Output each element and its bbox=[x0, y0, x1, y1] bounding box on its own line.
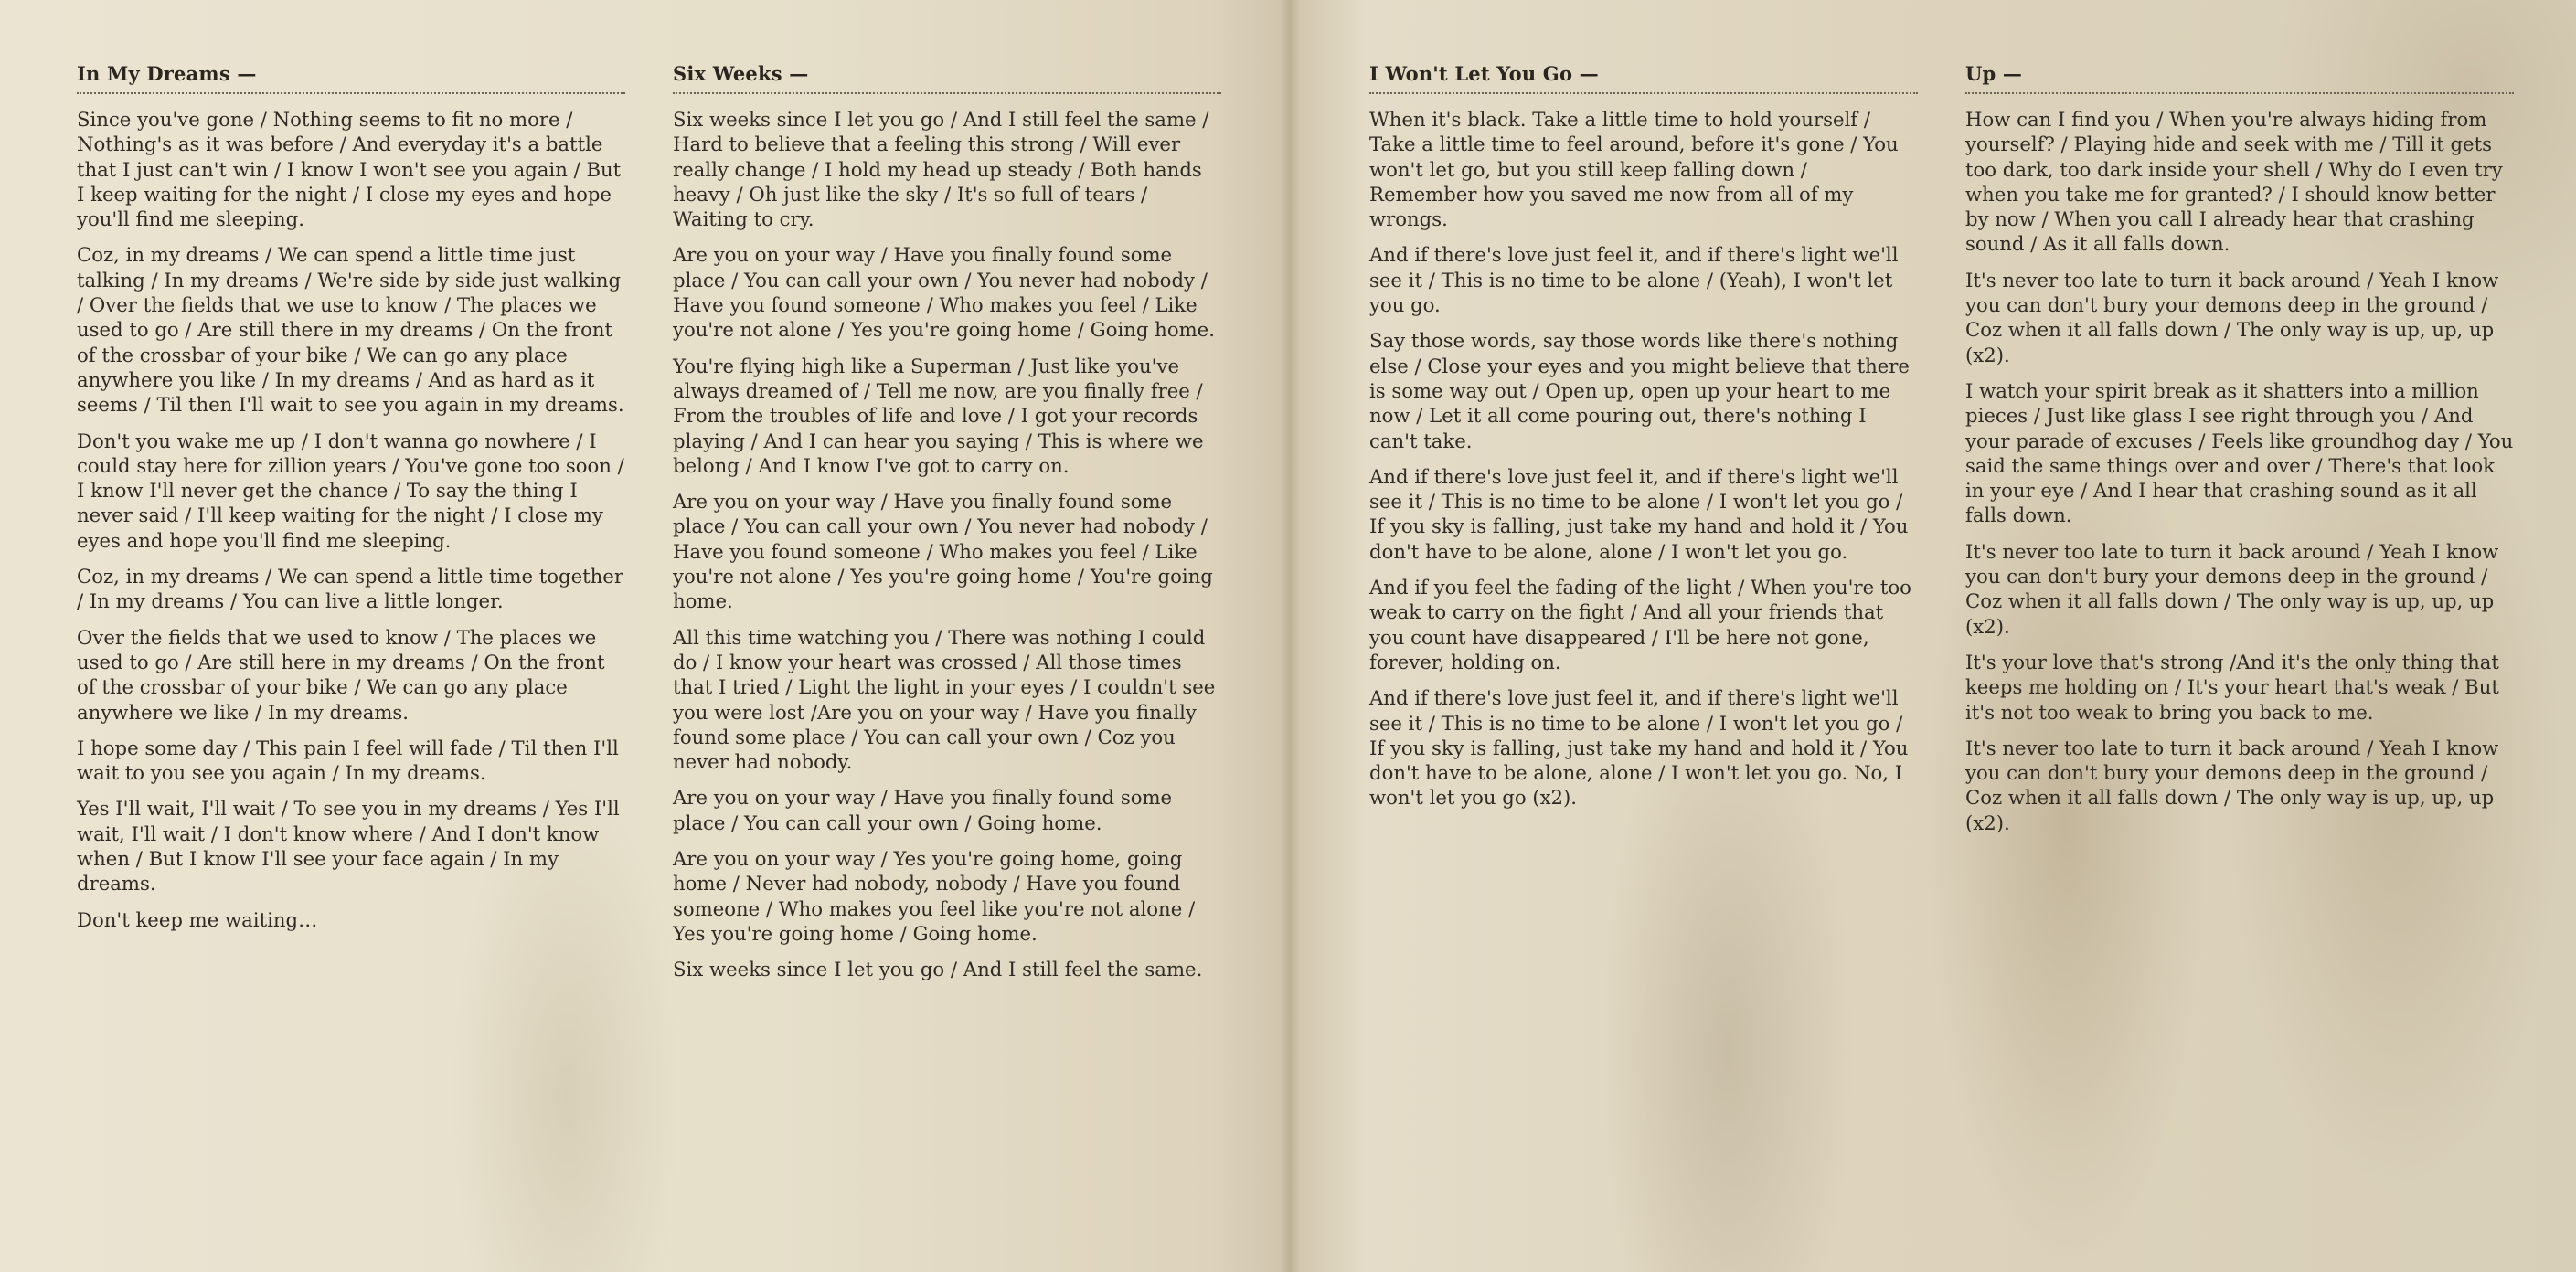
lyric-stanza: And if there's love just feel it, and if there's light we'll see it / This is no time to be alone / I won't let you go / If you sky is falling, just take my hand and hold it / You don't have to be alone, alone / I won't let you go. bbox=[1369, 464, 1909, 563]
lyric-stanza: Are you on your way / Have you finally found some place / You can call your own / You never had nobody / Have you found someone / Who makes you feel / Like you're not alone / Yes you're going home / You're going home. bbox=[673, 490, 1213, 613]
lyric-stanza: Over the fields that we used to know / The places we used to go / Are still here in my dreams / On the front of the crossbar of your bike / We can go any place anywhere we like / In my dreams. bbox=[77, 625, 605, 724]
song-title: I Won't Let You Go — bbox=[1369, 62, 1918, 94]
lyrics bbox=[1369, 107, 1918, 811]
lyric-stanza: Yes I'll wait, I'll wait / To see you in my dreams / Yes I'll wait, I'll wait / I don't know where / And I don't know when / But I know I'll see your face again / In my dreams. bbox=[77, 797, 620, 896]
lyric-stanza: It's your love that's strong /And it's the only thing that keeps me holding on / It's your heart that's weak / But it's not too weak to bring you back to me. bbox=[1965, 650, 2499, 724]
lyric-stanza: Coz, in my dreams / We can spend a little time just talking / In my dreams / We're side by side just walking / Over the fields that we use to know / The places we used to go / Are still there in my dreams / On the front of the crossbar of your bike / We can go any place anywhere you like / In my dreams / And as hard as it seems / Til then I'll wait to see you again in my dreams. bbox=[77, 243, 624, 417]
lyric-stanza: When it's black. Take a little time to hold yourself / Take a little time to feel around, before it's gone / You won't let go, but you still keep falling down / Remember how you saved me now from all of my wrongs. bbox=[1369, 108, 1899, 231]
lyric-stanza: Six weeks since I let you go / And I still feel the same / Hard to believe that a feeling this strong / Will ever really change / I hold my head up steady / Both hands heavy / Oh just like the sky / It's so full of tears / Waiting to cry. bbox=[673, 108, 1209, 231]
lyric-stanza: All this time watching you / There was nothing I could do / I know your heart was crossed / All those times that I tried / Light the light in your eyes / I couldn't see you were lost /Are you on your way / Have you finally found some place / You can call your own / Coz you never had nobody. bbox=[673, 625, 1216, 774]
song-column-in-my-dreams bbox=[77, 62, 625, 943]
lyric-stanza: Don't you wake me up / I don't wanna go nowhere / I could stay here for zillion years / You've gone too soon / I know I'll never get the chance / To say the thing I never said / I'll keep waiting for the night / I close my eyes and hope you'll find me sleeping. bbox=[77, 429, 624, 552]
lyrics bbox=[77, 107, 625, 932]
lyric-stanza: It's never too late to turn it back around / Yeah I know you can don't bury your demons deep in the ground / Coz when it all falls down / The only way is up, up, up (x2). bbox=[1965, 736, 2499, 834]
song-title: Up — bbox=[1965, 62, 2514, 94]
lyrics bbox=[673, 107, 1221, 982]
song-column-up bbox=[1965, 62, 2514, 846]
lyric-stanza: And if there's love just feel it, and if there's light we'll see it / This is no time to be alone / (Yeah), I won't let you go. bbox=[1369, 243, 1899, 317]
lyric-stanza: Since you've gone / Nothing seems to fit no more / Nothing's as it was before / And everyday it's a battle that I just can't win / I know I won't see you again / But I keep waiting for the night / I close my eyes and hope you'll find me sleeping. bbox=[77, 108, 622, 231]
lyric-stanza: And if you feel the fading of the light / When you're too weak to carry on the fight / And all your friends that you count have disappeared / I'll be here not gone, forever, holding on. bbox=[1369, 576, 1911, 673]
booklet-fold bbox=[1280, 0, 1300, 1272]
lyric-stanza: Say those words, say those words like there's nothing else / Close your eyes and you might believe that there is some way out / Open up, open up your heart to me now / Let it all come pouring out, there's nothing I can't take. bbox=[1369, 329, 1910, 452]
lyric-stanza: Coz, in my dreams / We can spend a little time together / In my dreams / You can live a little longer. bbox=[77, 565, 623, 613]
lyric-stanza: And if there's love just feel it, and if there's light we'll see it / This is no time to be alone / I won't let you go / If you sky is falling, just take my hand and hold it / You don't have to be alone, alone / I won't let you go. No, I won't let you go (x2). bbox=[1369, 686, 1909, 810]
lyric-stanza: Are you on your way / Have you finally found some place / You can call your own / Going home. bbox=[673, 786, 1173, 834]
lyric-stanza: I watch your spirit break as it shatters into a million pieces / Just like glass I see right through you / And your parade of excuses / Feels like groundhog day / You said the same things over and over / There's that look in your eye / And I hear that crashing sound as it all falls down. bbox=[1965, 378, 2514, 527]
lyric-stanza: You're flying high like a Superman / Just like you've always dreamed of / Tell me now, are you finally free / From the troubles of life and love / I got your records playing / And I can hear you saying / This is where we belong / And I know I've got to carry on. bbox=[673, 354, 1204, 477]
song-title: In My Dreams — bbox=[77, 62, 625, 94]
song-title: Six Weeks — bbox=[673, 62, 1221, 94]
lyric-stanza: Are you on your way / Have you finally found some place / You can call your own / You never had nobody / Have you found someone / Who makes you feel / Like you're not alone / Yes you're going home / Going home. bbox=[673, 243, 1215, 342]
lyric-stanza: Are you on your way / Yes you're going home, going home / Never had nobody, nobody / Have you found someone / Who makes you feel like you're not alone / Yes you're going home / Going home. bbox=[673, 847, 1196, 945]
song-column-i-wont-let-you-go bbox=[1369, 62, 1918, 822]
lyric-stanza: It's never too late to turn it back around / Yeah I know you can don't bury your demons deep in the ground / Coz when it all falls down / The only way is up, up, up (x2). bbox=[1965, 268, 2499, 366]
lyrics bbox=[1965, 107, 2514, 835]
lyric-stanza: How can I find you / When you're always hiding from yourself? / Playing hide and seek with me / Till it gets too dark, too dark inside your shell / Why do I even try when you take me for granted? / I should know better by now / When you call I already hear that crashing sound / As it all falls down. bbox=[1965, 108, 2503, 256]
lyric-stanza: It's never too late to turn it back around / Yeah I know you can don't bury your demons deep in the ground / Coz when it all falls down / The only way is up, up, up (x2). bbox=[1965, 539, 2499, 638]
lyric-stanza: I hope some day / This pain I feel will fade / Til then I'll wait to you see you again / In my dreams. bbox=[77, 736, 619, 785]
song-column-six-weeks bbox=[673, 62, 1221, 993]
lyric-stanza: Six weeks since I let you go / And I still feel the same. bbox=[673, 958, 1203, 981]
lyric-stanza: Don't keep me waiting… bbox=[77, 907, 318, 931]
